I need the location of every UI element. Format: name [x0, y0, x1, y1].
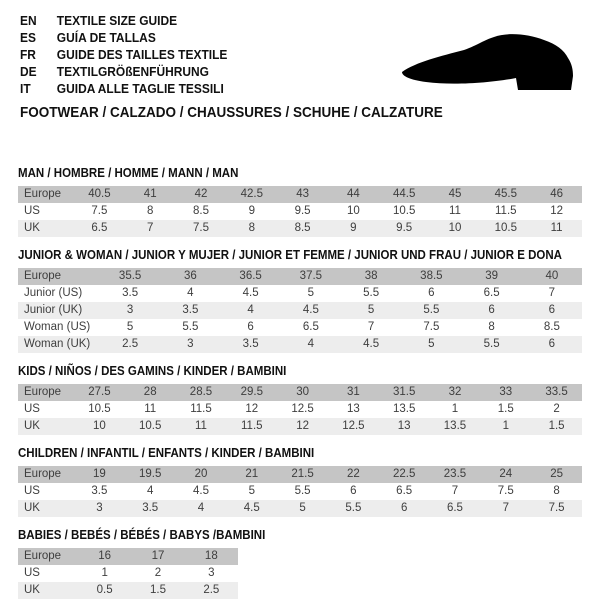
row-label: US: [18, 565, 78, 582]
size-value: 11: [125, 401, 176, 418]
size-value: 8.5: [277, 220, 328, 237]
size-value: 32: [430, 384, 481, 401]
table-title: KIDS / NIÑOS / DES GAMINS / KINDER / BAMBINI: [18, 364, 287, 378]
size-value: 18: [185, 548, 238, 565]
size-value: 6.5: [74, 220, 125, 237]
size-value: 29.5: [226, 384, 277, 401]
table-row: [18, 565, 238, 582]
size-table: [18, 384, 582, 435]
language-title: GUIDA ALLE TAGLIE TESSILI: [56, 81, 224, 96]
size-value: 5.5: [401, 302, 461, 319]
table-row: [18, 548, 238, 565]
table-row: [18, 319, 582, 336]
size-value: 36: [160, 268, 220, 285]
row-label: Junior (UK): [18, 302, 100, 319]
size-value: 2.5: [185, 582, 238, 599]
size-value: 24: [480, 466, 531, 483]
size-value: 21.5: [277, 466, 328, 483]
size-value: 9: [328, 220, 379, 237]
row-label: Europe: [18, 186, 74, 203]
language-row: [20, 80, 227, 97]
size-value: 20: [176, 466, 227, 483]
size-value: 2: [531, 401, 582, 418]
size-value: 3: [185, 565, 238, 582]
size-value: 5: [100, 319, 160, 336]
size-value: 23.5: [430, 466, 481, 483]
size-value: 9.5: [379, 220, 430, 237]
size-value: 19.5: [125, 466, 176, 483]
size-value: 33: [480, 384, 531, 401]
size-value: 7.5: [74, 203, 125, 220]
tables-section: [18, 167, 584, 611]
size-value: 5: [226, 483, 277, 500]
size-table: [18, 548, 238, 599]
size-table-block: [18, 529, 584, 599]
table-row: [18, 302, 582, 319]
dress-shoe-path: [402, 34, 573, 90]
size-value: 4.5: [226, 500, 277, 517]
size-value: 16: [78, 548, 131, 565]
row-label: US: [18, 401, 74, 418]
language-title: GUIDE DES TAILLES TEXTILE: [56, 47, 228, 62]
size-value: 43: [277, 186, 328, 203]
row-label: UK: [18, 582, 78, 599]
table-row: [18, 186, 582, 203]
size-value: 8: [226, 220, 277, 237]
size-value: 8.5: [522, 319, 582, 336]
size-value: 8: [462, 319, 522, 336]
size-value: 31.5: [379, 384, 430, 401]
size-value: 10.5: [74, 401, 125, 418]
size-value: 39: [462, 268, 522, 285]
dress-shoe-icon: [396, 30, 586, 100]
size-value: 1: [430, 401, 481, 418]
size-value: 10: [328, 203, 379, 220]
size-value: 10: [74, 418, 125, 435]
size-value: 6: [522, 336, 582, 353]
size-value: 40: [522, 268, 582, 285]
size-value: 2: [131, 565, 184, 582]
size-value: 12: [531, 203, 582, 220]
size-value: 3.5: [125, 500, 176, 517]
category-header: FOOTWEAR / CALZADO / CHAUSSURES / SCHUHE / CALZATURE: [20, 104, 443, 121]
size-value: 1: [78, 565, 131, 582]
size-value: 27.5: [74, 384, 125, 401]
size-value: 10.5: [125, 418, 176, 435]
size-value: 3: [160, 336, 220, 353]
size-value: 10: [430, 220, 481, 237]
size-value: 4.5: [221, 285, 281, 302]
size-value: 13.5: [379, 401, 430, 418]
size-value: 5: [341, 302, 401, 319]
size-value: 4.5: [176, 483, 227, 500]
size-value: 35.5: [100, 268, 160, 285]
row-label: US: [18, 483, 74, 500]
size-value: 3: [100, 302, 160, 319]
size-value: 11.5: [176, 401, 227, 418]
table-title: MAN / HOMBRE / HOMME / MANN / MAN: [18, 166, 239, 180]
size-table-block: [18, 167, 584, 237]
language-title: TEXTILGRÖßENFÜHRUNG: [56, 64, 209, 79]
size-value: 21: [226, 466, 277, 483]
row-label: UK: [18, 418, 74, 435]
size-value: 11: [176, 418, 227, 435]
language-list: [20, 12, 245, 97]
language-title: TEXTILE SIZE GUIDE: [56, 13, 178, 28]
table-title: JUNIOR & WOMAN / JUNIOR Y MUJER / JUNIOR ET FEMME / JUNIOR UND FRAU / JUNIOR E DONA: [18, 248, 562, 262]
size-value: 10.5: [480, 220, 531, 237]
size-value: 45: [430, 186, 481, 203]
row-label: UK: [18, 220, 74, 237]
size-value: 5.5: [462, 336, 522, 353]
size-value: 7: [125, 220, 176, 237]
size-value: 22: [328, 466, 379, 483]
size-value: 4: [125, 483, 176, 500]
size-value: 0.5: [78, 582, 131, 599]
size-value: 5.5: [160, 319, 220, 336]
row-label: Europe: [18, 466, 74, 483]
language-row: [20, 46, 227, 63]
size-value: 17: [131, 548, 184, 565]
size-value: 4: [221, 302, 281, 319]
table-title: CHILDREN / INFANTIL / ENFANTS / KINDER / BAMBINI: [18, 446, 315, 460]
size-table: [18, 268, 582, 353]
size-value: 31: [328, 384, 379, 401]
size-value: 7.5: [480, 483, 531, 500]
size-value: 1: [480, 418, 531, 435]
size-value: 30: [277, 384, 328, 401]
size-value: 8: [125, 203, 176, 220]
size-value: 19: [74, 466, 125, 483]
language-code: DE: [20, 64, 37, 79]
table-row: [18, 285, 582, 302]
size-table-block: [18, 447, 584, 517]
size-table-block: [18, 365, 584, 435]
table-row: [18, 220, 582, 237]
size-value: 41: [125, 186, 176, 203]
size-value: 44.5: [379, 186, 430, 203]
table-row: [18, 203, 582, 220]
size-value: 6.5: [379, 483, 430, 500]
size-value: 7: [341, 319, 401, 336]
language-code: IT: [20, 81, 31, 96]
size-value: 5.5: [341, 285, 401, 302]
size-value: 33.5: [531, 384, 582, 401]
table-row: [18, 466, 582, 483]
size-value: 5.5: [277, 483, 328, 500]
size-value: 7.5: [176, 220, 227, 237]
row-label: US: [18, 203, 74, 220]
size-value: 45.5: [480, 186, 531, 203]
size-value: 1.5: [531, 418, 582, 435]
language-code: FR: [20, 47, 36, 62]
size-value: 6: [221, 319, 281, 336]
row-label: Woman (US): [18, 319, 100, 336]
size-value: 9.5: [277, 203, 328, 220]
row-label: Woman (UK): [18, 336, 100, 353]
size-table: [18, 186, 582, 237]
size-table: [18, 466, 582, 517]
table-row: [18, 401, 582, 418]
size-value: 5: [281, 285, 341, 302]
size-value: 1.5: [131, 582, 184, 599]
size-value: 28.5: [176, 384, 227, 401]
size-value: 5: [277, 500, 328, 517]
size-value: 7: [522, 285, 582, 302]
size-value: 7.5: [401, 319, 461, 336]
size-value: 6: [328, 483, 379, 500]
size-value: 5.5: [328, 500, 379, 517]
size-value: 6: [522, 302, 582, 319]
size-value: 36.5: [221, 268, 281, 285]
table-row: [18, 500, 582, 517]
row-label: UK: [18, 500, 74, 517]
language-code: EN: [20, 13, 37, 28]
size-value: 9: [226, 203, 277, 220]
language-row: [20, 12, 227, 29]
row-label: Europe: [18, 384, 74, 401]
size-value: 44: [328, 186, 379, 203]
size-value: 6.5: [281, 319, 341, 336]
size-value: 3.5: [221, 336, 281, 353]
size-value: 13: [328, 401, 379, 418]
size-value: 6: [401, 285, 461, 302]
size-table-block: [18, 249, 584, 353]
size-value: 8.5: [176, 203, 227, 220]
size-value: 4: [160, 285, 220, 302]
row-label: Europe: [18, 268, 100, 285]
size-value: 38.5: [401, 268, 461, 285]
size-value: 8: [531, 483, 582, 500]
size-value: 28: [125, 384, 176, 401]
size-value: 40.5: [74, 186, 125, 203]
size-value: 42: [176, 186, 227, 203]
language-title: GUÍA DE TALLAS: [56, 30, 156, 45]
size-value: 13: [379, 418, 430, 435]
size-value: 22.5: [379, 466, 430, 483]
row-label: Europe: [18, 548, 78, 565]
size-value: 42.5: [226, 186, 277, 203]
size-value: 5: [401, 336, 461, 353]
size-value: 13.5: [430, 418, 481, 435]
table-title: BABIES / BEBÉS / BÉBÉS / BABYS /BAMBINI: [18, 528, 266, 542]
language-row: [20, 63, 227, 80]
size-value: 7: [430, 483, 481, 500]
size-value: 12: [277, 418, 328, 435]
table-row: [18, 268, 582, 285]
language-row: [20, 29, 227, 46]
size-value: 6.5: [430, 500, 481, 517]
size-value: 4.5: [341, 336, 401, 353]
size-value: 6: [379, 500, 430, 517]
size-value: 10.5: [379, 203, 430, 220]
size-value: 12.5: [328, 418, 379, 435]
size-value: 6: [462, 302, 522, 319]
size-value: 3.5: [74, 483, 125, 500]
language-code: ES: [20, 30, 36, 45]
table-row: [18, 418, 582, 435]
size-value: 11: [430, 203, 481, 220]
table-row: [18, 582, 238, 599]
size-value: 37.5: [281, 268, 341, 285]
size-value: 46: [531, 186, 582, 203]
size-value: 4: [281, 336, 341, 353]
row-label: Junior (US): [18, 285, 100, 302]
size-value: 2.5: [100, 336, 160, 353]
size-value: 4: [176, 500, 227, 517]
table-row: [18, 336, 582, 353]
size-value: 1.5: [480, 401, 531, 418]
table-row: [18, 483, 582, 500]
size-value: 38: [341, 268, 401, 285]
size-value: 3: [74, 500, 125, 517]
size-value: 25: [531, 466, 582, 483]
size-value: 7: [480, 500, 531, 517]
size-value: 12.5: [277, 401, 328, 418]
table-row: [18, 384, 582, 401]
size-value: 11.5: [480, 203, 531, 220]
size-value: 3.5: [100, 285, 160, 302]
size-value: 4.5: [281, 302, 341, 319]
size-value: 7.5: [531, 500, 582, 517]
size-value: 11: [531, 220, 582, 237]
size-value: 11.5: [226, 418, 277, 435]
size-value: 12: [226, 401, 277, 418]
size-value: 6.5: [462, 285, 522, 302]
size-value: 3.5: [160, 302, 220, 319]
